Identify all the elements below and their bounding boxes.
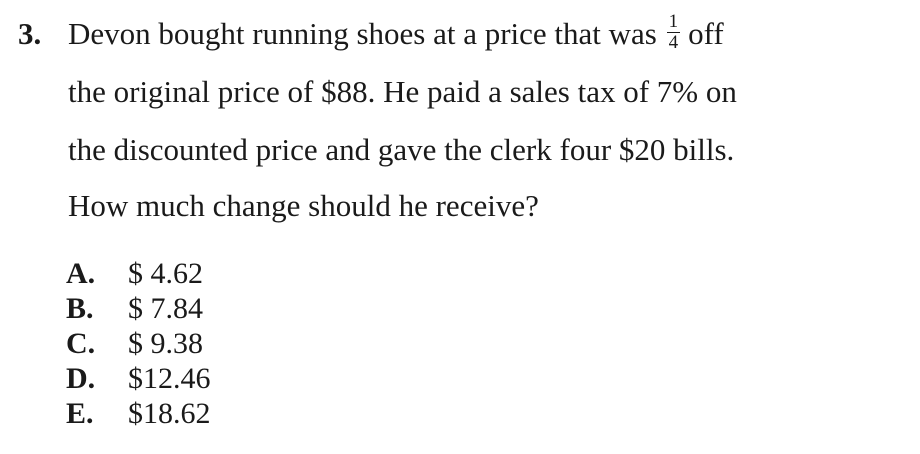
question-stem-line-1 [68, 11, 724, 57]
answer-choice-b[interactable] [66, 291, 211, 326]
choice-letter: A. [66, 257, 96, 290]
choice-letter: E. [66, 397, 94, 430]
question-number: 3. [18, 16, 42, 51]
choice-letter: B. [66, 292, 94, 325]
choice-letter: D. [66, 362, 96, 395]
choice-value: $12.46 [128, 362, 211, 395]
fraction-numerator: 1 [668, 11, 679, 33]
fraction-denominator: 4 [668, 32, 679, 54]
question-stem-line-4: How much change should he receive? [68, 188, 539, 223]
stem-text: Devon bought running shoes at a price that was [68, 16, 657, 51]
fraction-one-quarter [667, 12, 681, 53]
answer-choices [66, 256, 211, 431]
answer-choice-a[interactable] [66, 256, 211, 291]
answer-choice-d[interactable] [66, 361, 211, 396]
question-stem-line-2: the original price of $88. He paid a sales tax of 7% on [68, 74, 737, 109]
question-stem-line-3: the discounted price and gave the clerk four $20 bills. [68, 132, 735, 167]
choice-letter: C. [66, 327, 96, 360]
stem-text-off: off [688, 16, 724, 51]
choice-value: $ 7.84 [128, 292, 203, 325]
choice-value: $ 9.38 [128, 327, 203, 360]
choice-value: $18.62 [128, 397, 211, 430]
choice-value: $ 4.62 [128, 257, 203, 290]
answer-choice-e[interactable] [66, 396, 211, 431]
question-block [8, 0, 908, 454]
answer-choice-c[interactable] [66, 326, 211, 361]
